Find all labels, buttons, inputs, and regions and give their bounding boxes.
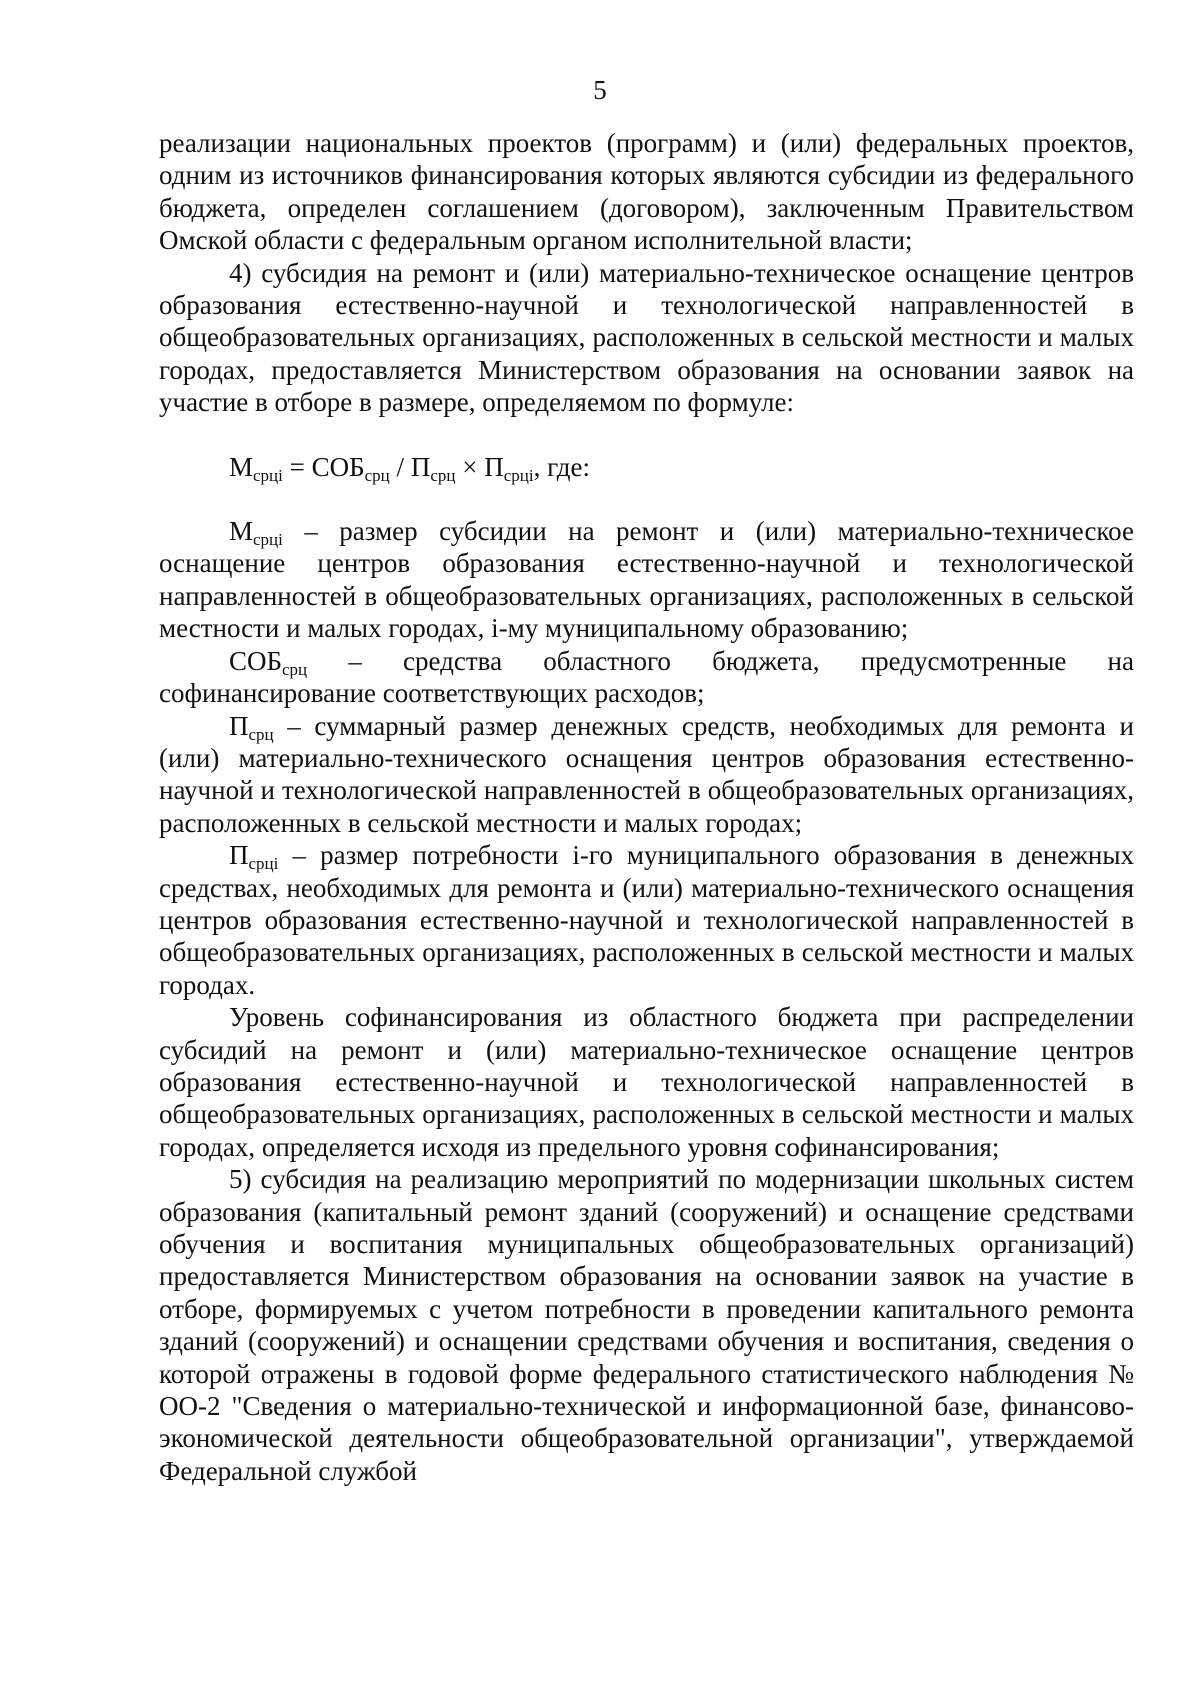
formula-sob-base: СОБ (311, 451, 365, 482)
paragraph-item-5: 5) субсидия на реализацию мероприятий по модернизации школьных систем образования (капитальный ремонт зданий (сооружений) и оснащение средствами обучения и воспитания муниципальных общеобразовательных организаций) предоставляется Министерством образования на основании заявок на участие в отборе, формируемых с учетом потребности в проведении капитального ремонта зданий (сооружений) и оснащении средствами обучения и воспитания, сведения о которой отражены в годовой форме федерального статистического наблюдения № ОО-2 "Сведения о материально-технической и информационной базе, финансово-экономической деятельности общеобразовательной организации", утверждаемой Федеральной службой (159, 1164, 1134, 1486)
paragraph-cofinancing: Уровень софинансирования из областного бюджета при распределении субсидий на ремонт и (или) материально-техническое оснащение центров образования естественно-научной и технологической направленностей в общеобразовательных организациях, расположенных в сельской местности и малых городах, определяется исходя из предельного уровня софинансирования; (159, 1002, 1134, 1162)
formula-div: / (389, 451, 411, 482)
definition-sob-text: – средства областного бюджета, предусмотренные на софинансирование соответствующих расходов; (159, 645, 1134, 709)
definition-sob-base: СОБ (229, 645, 283, 676)
page-number: 5 (593, 75, 607, 105)
formula-eq: = (282, 451, 312, 482)
formula-m-base: М (229, 451, 254, 482)
definition-p (159, 710, 1134, 840)
definition-m-base: М (229, 516, 254, 547)
definition-m-text: – размер субсидии на ремонт и (или) материально-техническое оснащение центров образования естественно-научной и технологической направленностей в общеобразовательных организациях, расположенных в сельской местности и малых городах, i-му муниципальному образованию; (159, 516, 1134, 644)
definition-p-sub: срц (248, 724, 274, 744)
formula-m-sub: срці (253, 465, 283, 485)
paragraph-item-4: 4) субсидия на ремонт и (или) материально-техническое оснащение центров образования естественно-научной и технологической направленностей в общеобразовательных организациях, расположенных в сельской местности и малых городах, предоставляется Министерством образования на основании заявок на участие в отборе в размере, определяемом по формуле: (159, 257, 1134, 418)
formula-pi-base: П (484, 451, 504, 482)
definition-m (159, 515, 1134, 645)
formula-p-base: П (410, 451, 431, 482)
definition-pi (159, 839, 1134, 1001)
definition-p-text: – суммарный размер денежных средств, необходимых для ремонта и (или) материально-технического оснащения центров образования естественно-научной и технологической направленностей в общеобразовательных организациях, расположенных в сельской местности и малых городах; (159, 710, 1134, 838)
formula-pi-sub: срці (503, 465, 534, 485)
formula-tail: , где: (533, 451, 591, 482)
document-body (159, 127, 1134, 1487)
definition-pi-base: П (229, 840, 249, 871)
formula-times: × (455, 451, 485, 482)
definition-pi-sub: срці (248, 854, 279, 874)
definition-pi-text: – размер потребности i-го муниципального образования в денежных средствах, необходимых для ремонта и (или) материально-технического оснащения центров образования естественно-научной и технологической направленностей в общеобразовательных организациях, расположенных в сельской местности и малых городах. (159, 840, 1134, 1000)
definition-m-sub: срці (253, 530, 283, 550)
definition-p-base: П (229, 710, 249, 741)
paragraph-continuation: реализации национальных проектов (программ) и (или) федеральных проектов, одним из источников финансирования которых являются субсидии из федерального бюджета, определен соглашением (договором), заключенным Правительством Омской области с федеральным органом исполнительной власти; (159, 128, 1134, 256)
definition-sob-sub: срц (282, 659, 308, 679)
formula (229, 451, 1134, 483)
formula-p-sub: срц (430, 465, 456, 485)
formula-sob-sub: срц (364, 465, 390, 485)
definition-sob (159, 645, 1134, 710)
